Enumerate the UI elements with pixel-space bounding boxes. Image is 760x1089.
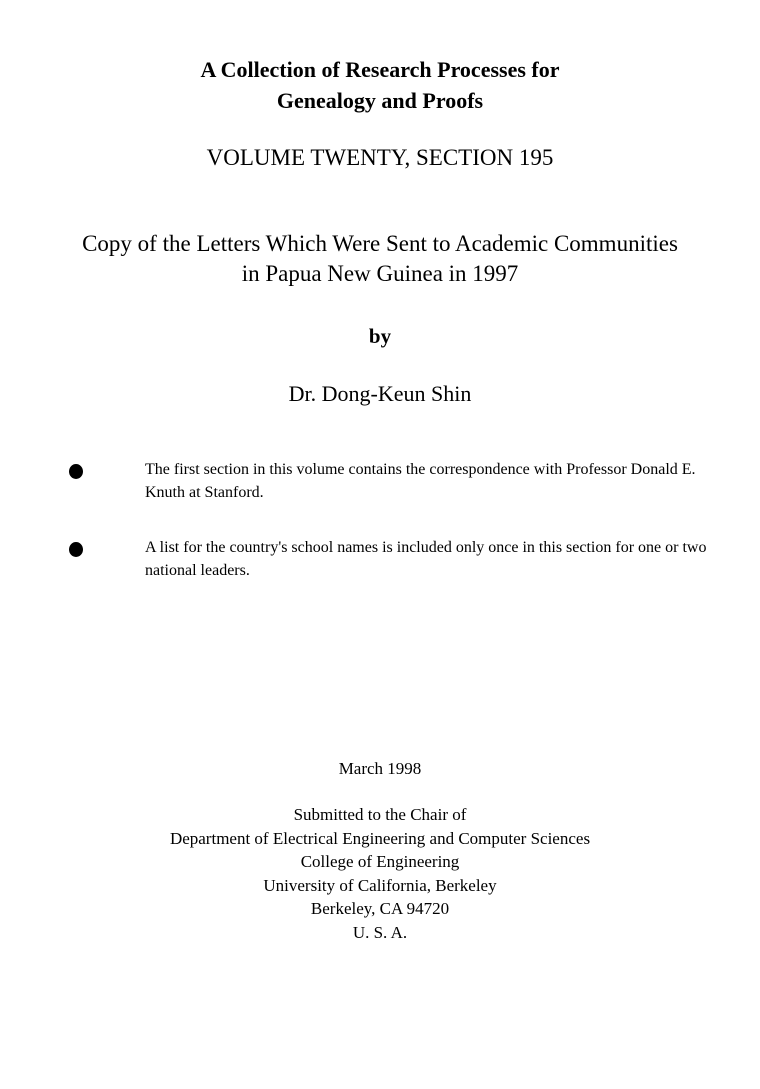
document-date: March 1998 — [338, 759, 422, 778]
subtitle-line-1: Copy of the Letters Which Were Sent to Academic Communities — [82, 231, 678, 256]
volume-heading: VOLUME TWENTY, SECTION 195 — [206, 145, 554, 170]
submission-block — [0, 803, 760, 944]
title-line-2: Genealogy and Proofs — [276, 88, 484, 113]
by-label: by — [368, 324, 392, 348]
submission-line-6: U. S. A. — [352, 922, 408, 942]
submission-line-4: University of California, Berkeley — [263, 875, 497, 895]
title-line-1: A Collection of Research Processes for — [200, 57, 560, 82]
author-name: Dr. Dong-Keun Shin — [288, 381, 472, 406]
submission-line-5: Berkeley, CA 94720 — [310, 899, 450, 918]
bullet-item — [0, 458, 760, 536]
submission-line-2: Department of Electrical Engineering and Computer Sciences — [169, 828, 591, 848]
document-subtitle — [0, 229, 760, 289]
bullet-item — [0, 536, 760, 614]
document-title — [0, 54, 760, 116]
subtitle-line-2: in Papua New Guinea in 1997 — [241, 261, 519, 286]
submission-line-3: College of Engineering — [300, 852, 460, 871]
bullet-text: A list for the country's school names is included only once in this section for one or two national leaders. — [145, 539, 707, 579]
submission-line-1: Submitted to the Chair of — [293, 805, 467, 824]
bullet-list — [0, 458, 760, 614]
bullet-text: The first section in this volume contains the correspondence with Professor Donald E. Knuth at Stanford. — [145, 461, 696, 501]
bullet-dot-icon — [69, 464, 83, 479]
bullet-dot-icon — [69, 542, 83, 557]
